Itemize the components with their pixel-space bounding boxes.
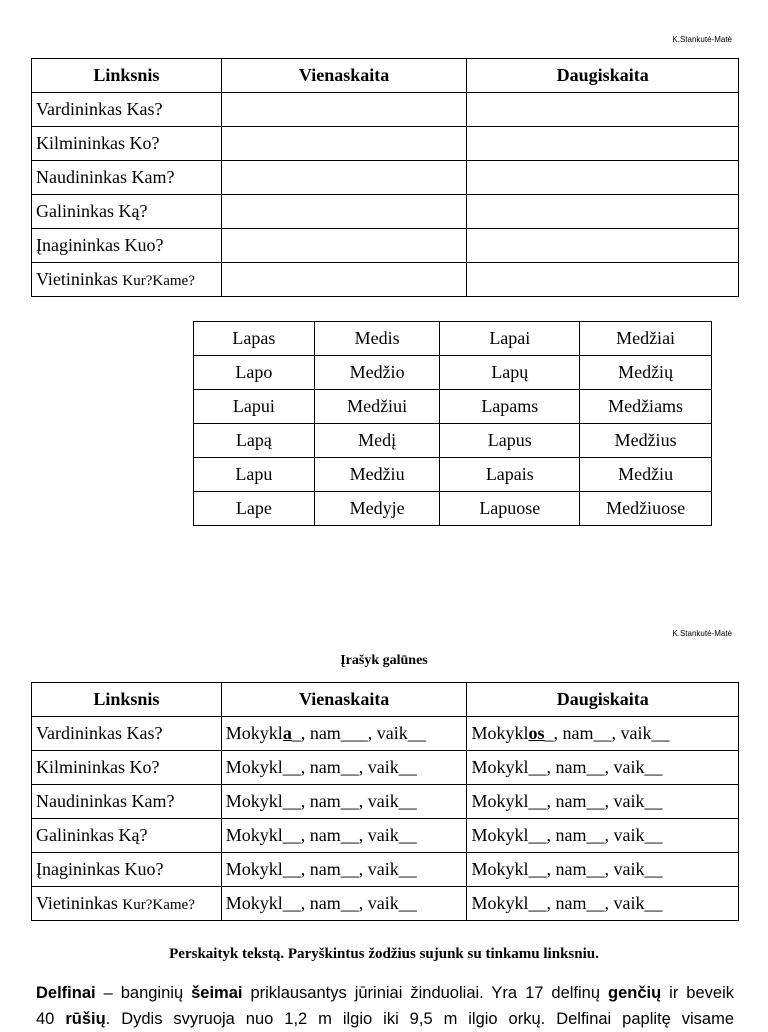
singular-cell[interactable]	[221, 161, 467, 195]
word-forms-table	[193, 321, 712, 526]
singular-exercise-cell[interactable]: Mokykl__, nam__, vaik__	[221, 887, 467, 921]
plural-cell[interactable]	[467, 93, 739, 127]
word-stem: Mokykl	[471, 723, 529, 743]
case-question: Ko?	[129, 133, 160, 153]
header-plural: Daugiskaita	[467, 59, 739, 93]
case-question: Ką?	[118, 201, 148, 221]
table-row	[32, 751, 739, 785]
case-name: Kilmininkas	[36, 757, 125, 777]
header-case: Linksnis	[32, 59, 222, 93]
word-form-cell: Medžiui	[314, 390, 440, 424]
table-row	[194, 322, 712, 356]
case-name: Vietininkas	[36, 269, 118, 289]
text-segment: ir beveik	[661, 984, 734, 1002]
singular-cell[interactable]	[221, 263, 467, 297]
declension-exercise-table	[31, 682, 739, 921]
word-form-cell: Lapo	[194, 356, 315, 390]
word-form-cell: Medis	[314, 322, 440, 356]
plural-exercise-cell[interactable]: Mokykl__, nam__, vaik__	[467, 853, 739, 887]
table-row	[194, 424, 712, 458]
case-name: Naudininkas	[36, 791, 127, 811]
table-row	[32, 93, 739, 127]
case-label	[32, 195, 222, 229]
table-row	[32, 127, 739, 161]
singular-cell[interactable]	[221, 93, 467, 127]
word-form-cell: Lape	[194, 492, 315, 526]
header-singular: Vienaskaita	[221, 59, 467, 93]
word-form-cell: Medžiams	[580, 390, 712, 424]
plural-cell[interactable]	[467, 229, 739, 263]
word-form-cell: Lapams	[440, 390, 580, 424]
case-question: Kuo?	[124, 859, 164, 879]
word-form-cell: Lapai	[440, 322, 580, 356]
case-label	[32, 751, 222, 785]
word-form-cell: Medžio	[314, 356, 440, 390]
word-form-cell: Lapuose	[440, 492, 580, 526]
word-form-cell: Lapu	[194, 458, 315, 492]
remaining-words: _, nam___, vaik__	[291, 723, 426, 743]
case-label	[32, 229, 222, 263]
case-label	[32, 161, 222, 195]
table-row	[194, 492, 712, 526]
case-label	[32, 853, 222, 887]
case-name: Kilmininkas	[36, 133, 125, 153]
word-form-cell: Medyje	[314, 492, 440, 526]
singular-exercise-cell[interactable]: Mokykl__, nam__, vaik__	[221, 785, 467, 819]
case-question: Kas?	[126, 723, 163, 743]
author-name-2: K.Stankutė-Matė	[672, 629, 732, 638]
case-question: Kur?Kame?	[122, 273, 195, 289]
task-title: Įrašyk galūnes	[340, 653, 428, 668]
word-form-cell: Medžių	[580, 356, 712, 390]
case-label	[32, 887, 222, 921]
singular-cell[interactable]	[221, 127, 467, 161]
case-label	[32, 819, 222, 853]
case-name: Galininkas	[36, 201, 114, 221]
instruction: Perskaityk tekstą. Paryškintus žodžius sujunk su tinkamu linksniu.	[169, 946, 599, 962]
case-name: Vardininkas	[36, 723, 122, 743]
text-segment: – banginių	[95, 984, 192, 1002]
bold-word[interactable]: rūšių	[65, 1010, 106, 1028]
bold-word[interactable]: genčių	[608, 984, 662, 1002]
table-row	[32, 195, 739, 229]
table-row	[32, 161, 739, 195]
table-row	[32, 263, 739, 297]
text-segment: priklausantys jūriniai žinduoliai. Yra 17 delfinų	[242, 984, 608, 1002]
plural-cell[interactable]	[467, 161, 739, 195]
case-question: Kam?	[131, 791, 175, 811]
bold-word[interactable]: šeimai	[191, 984, 243, 1002]
plural-exercise-cell[interactable]: Mokykl__, nam__, vaik__	[467, 751, 739, 785]
word-form-cell: Medžiu	[314, 458, 440, 492]
declension-table-blank	[31, 58, 739, 297]
word-form-cell: Medžiu	[580, 458, 712, 492]
header-case: Linksnis	[32, 683, 222, 717]
word-form-cell: Lapą	[194, 424, 315, 458]
word-stem: Mokykl	[225, 723, 283, 743]
text-paragraph	[36, 980, 734, 1032]
case-question: Kas?	[126, 99, 163, 119]
case-name: Vardininkas	[36, 99, 122, 119]
word-form-cell: Lapui	[194, 390, 315, 424]
word-form-cell: Lapų	[440, 356, 580, 390]
table-row	[32, 717, 739, 751]
header-singular: Vienaskaita	[221, 683, 467, 717]
table-row	[32, 229, 739, 263]
case-label	[32, 785, 222, 819]
table-row	[32, 887, 739, 921]
case-question: Ką?	[118, 825, 148, 845]
table-row	[32, 819, 739, 853]
header-plural: Daugiskaita	[467, 683, 739, 717]
case-label	[32, 717, 222, 751]
text-segment: . Dydis svyruoja nuo 1,2 m ilgio iki 9,5 m ilgio orkų. Delfinai paplitę visame	[105, 1010, 735, 1028]
plural-exercise-cell[interactable]: Mokykl__, nam__, vaik__	[467, 887, 739, 921]
case-name: Įnagininkas	[36, 235, 120, 255]
case-question: Ko?	[129, 757, 160, 777]
remaining-words: _, nam__, vaik__	[544, 723, 670, 743]
case-question: Kuo?	[124, 235, 164, 255]
plural-cell[interactable]	[467, 263, 739, 297]
paragraph-line-2	[36, 1006, 734, 1032]
plural-cell[interactable]	[467, 195, 739, 229]
bold-word[interactable]: Delfinai	[36, 984, 96, 1002]
singular-exercise-cell[interactable]	[221, 717, 467, 751]
paragraph-line-1	[36, 980, 734, 1006]
word-form-cell: Lapus	[440, 424, 580, 458]
table-row	[194, 458, 712, 492]
word-form-cell: Medžius	[580, 424, 712, 458]
case-question: Kur?Kame?	[122, 897, 195, 913]
case-name: Naudininkas	[36, 167, 127, 187]
table-row	[32, 853, 739, 887]
word-form-cell: Lapas	[194, 322, 315, 356]
singular-exercise-cell[interactable]: Mokykl__, nam__, vaik__	[221, 751, 467, 785]
plural-exercise-cell[interactable]	[467, 717, 739, 751]
word-form-cell: Lapais	[440, 458, 580, 492]
filled-ending: os	[528, 723, 545, 743]
case-name: Vietininkas	[36, 893, 118, 913]
plural-cell[interactable]	[467, 127, 739, 161]
plural-exercise-cell[interactable]: Mokykl__, nam__, vaik__	[467, 785, 739, 819]
table-row	[194, 390, 712, 424]
word-form-cell: Medį	[314, 424, 440, 458]
singular-exercise-cell[interactable]: Mokykl__, nam__, vaik__	[221, 819, 467, 853]
text-segment: 40	[36, 1010, 66, 1028]
table-row	[194, 356, 712, 390]
case-label	[32, 127, 222, 161]
case-label	[32, 93, 222, 127]
singular-exercise-cell[interactable]: Mokykl__, nam__, vaik__	[221, 853, 467, 887]
filled-ending: a	[282, 723, 292, 743]
word-form-cell: Medžiai	[580, 322, 712, 356]
author-name: K.Stankutė-Matė	[672, 35, 732, 44]
plural-exercise-cell[interactable]: Mokykl__, nam__, vaik__	[467, 819, 739, 853]
case-name: Įnagininkas	[36, 859, 120, 879]
case-name: Galininkas	[36, 825, 114, 845]
singular-cell[interactable]	[221, 229, 467, 263]
word-form-cell: Medžiuose	[580, 492, 712, 526]
case-question: Kam?	[131, 167, 175, 187]
singular-cell[interactable]	[221, 195, 467, 229]
table-row	[32, 785, 739, 819]
case-label	[32, 263, 222, 297]
